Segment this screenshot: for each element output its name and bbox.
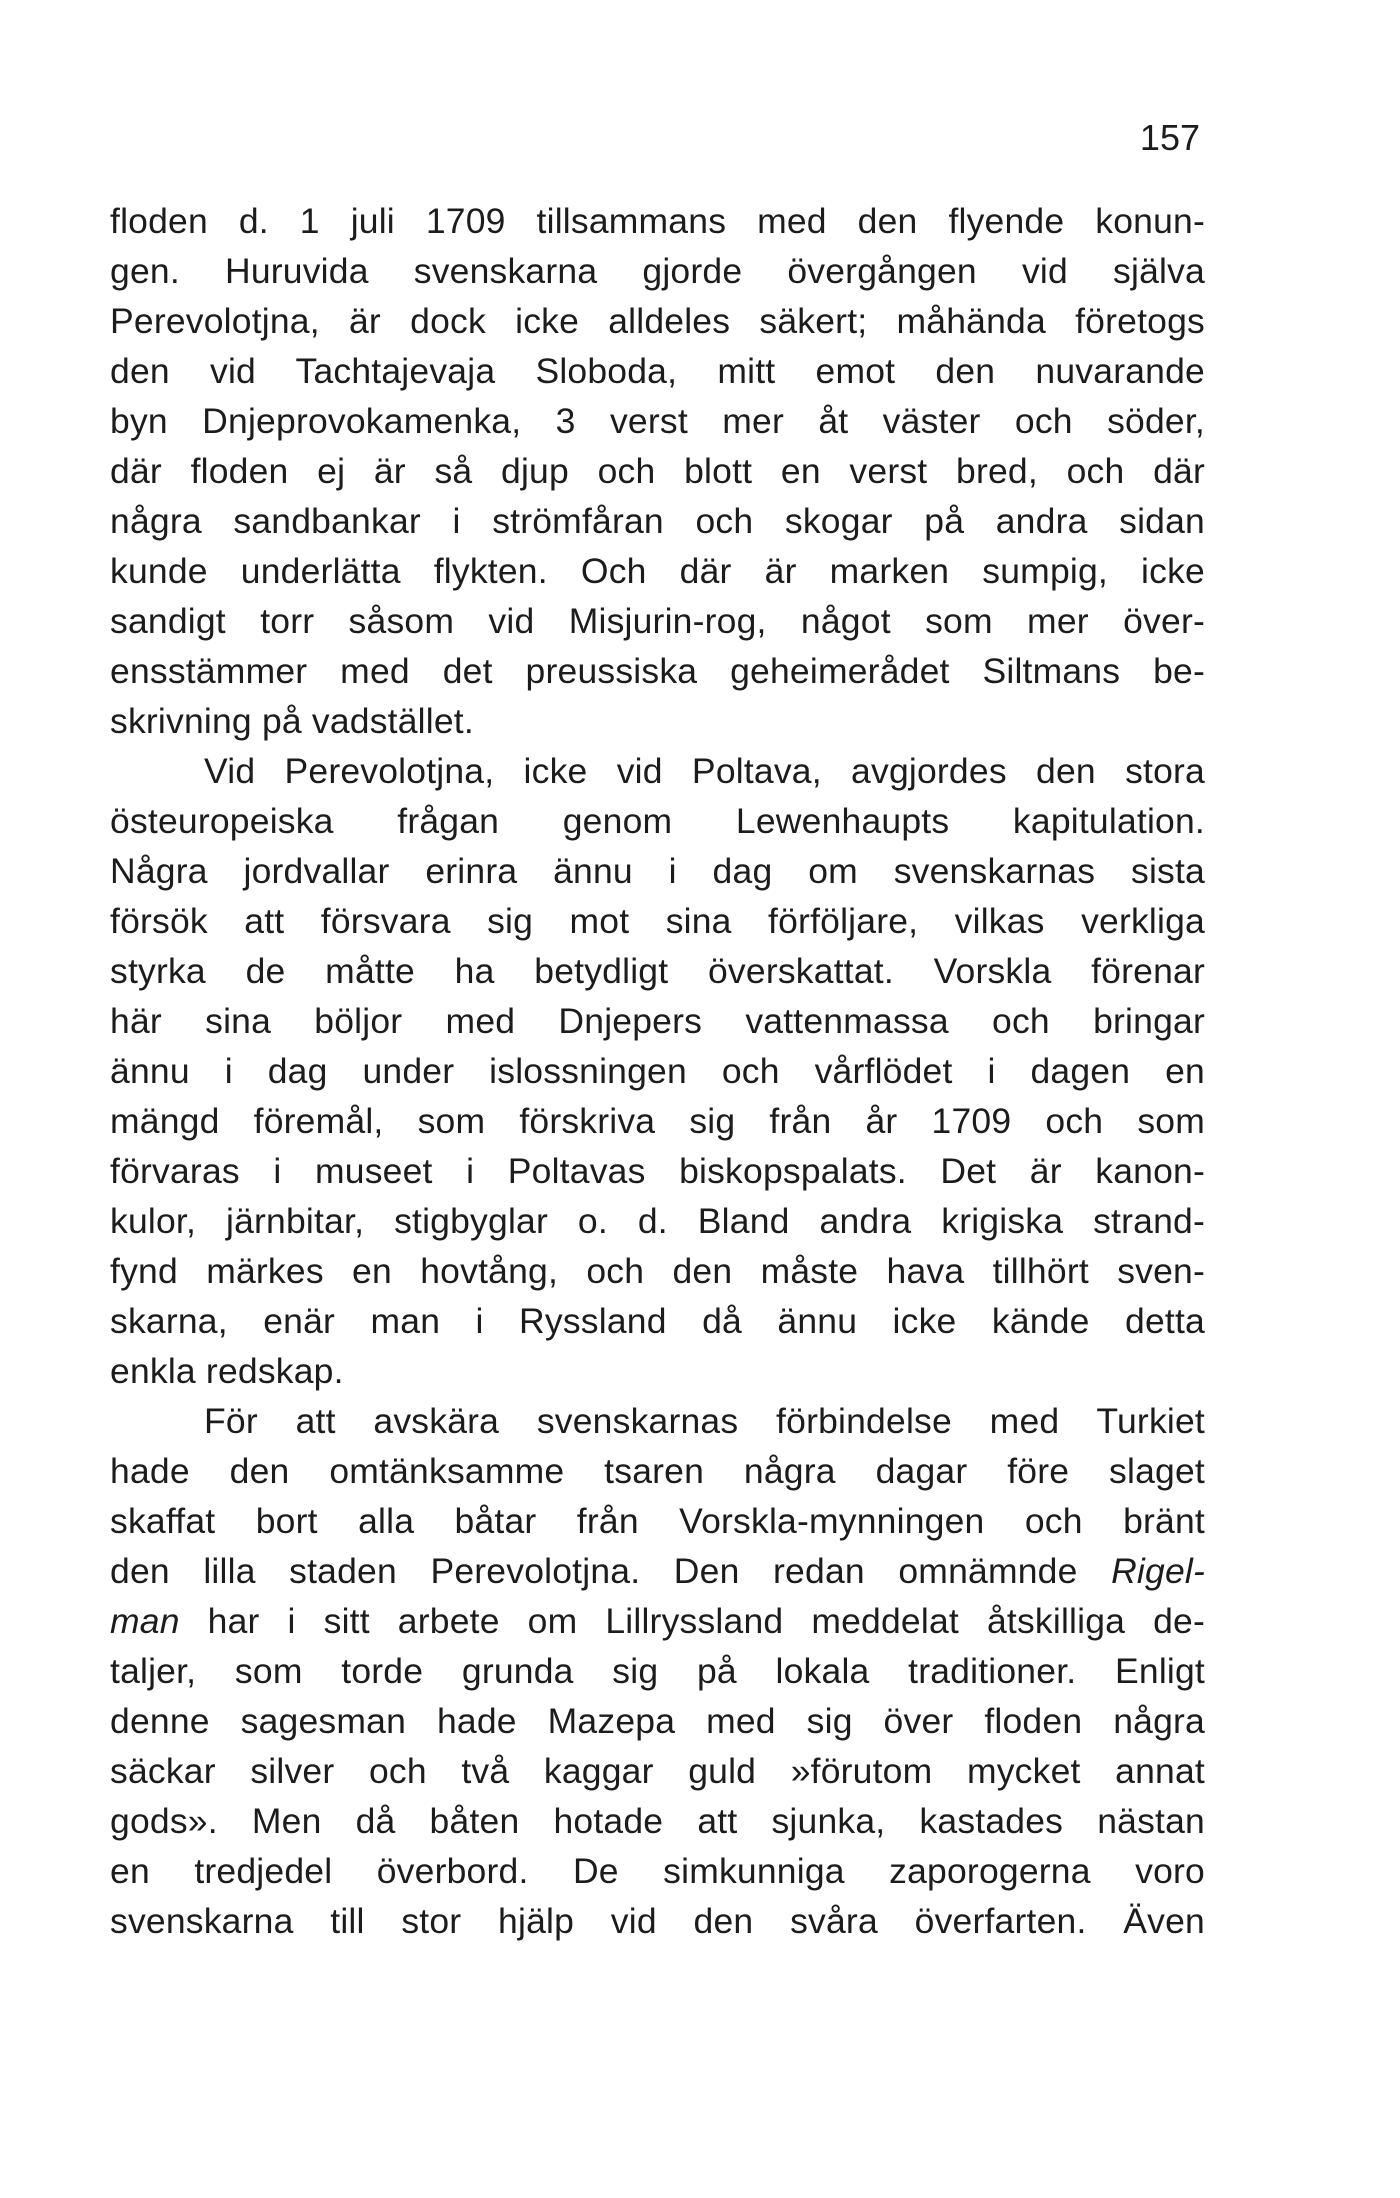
text-line: förvaras i museet i Poltavas biskopspalats. Det är kanon-	[110, 1151, 1205, 1191]
text-line: skaffat bort alla båtar från Vorskla-mynningen och bränt	[110, 1501, 1205, 1541]
text-line: sandigt torr såsom vid Misjurin-rog, något som mer över-	[110, 601, 1205, 641]
text-line: hade den omtänksamme tsaren några dagar före slaget	[110, 1451, 1205, 1491]
text-line: enkla redskap.	[110, 1351, 344, 1391]
text-line: östeuropeiska frågan genom Lewenhaupts kapitulation.	[110, 801, 1205, 841]
text-line: försök att försvara sig mot sina förföljare, vilkas verkliga	[110, 901, 1205, 941]
text-line: skarna, enär man i Ryssland då ännu icke kände detta	[110, 1301, 1205, 1341]
text-line: den vid Tachtajevaja Sloboda, mitt emot den nuvarande	[110, 351, 1205, 391]
text-line: Vid Perevolotjna, icke vid Poltava, avgjordes den stora	[204, 751, 1205, 791]
text-line	[110, 1596, 1205, 1646]
text-line: Några jordvallar erinra ännu i dag om svenskarnas sista	[110, 851, 1205, 891]
text-line: en tredjedel överbord. De simkunniga zaporogerna voro	[110, 1851, 1205, 1891]
text-line: säckar silver och två kaggar guld »förutom mycket annat	[110, 1751, 1205, 1791]
text-line: denne sagesman hade Mazepa med sig över floden några	[110, 1701, 1205, 1741]
text-line: mängd föremål, som förskriva sig från år 1709 och som	[110, 1101, 1205, 1141]
text-line: floden d. 1 juli 1709 tillsammans med den flyende konun-	[110, 201, 1205, 241]
text-line: här sina böljor med Dnjepers vattenmassa och bringar	[110, 1001, 1205, 1041]
text-line: ensstämmer med det preussiska geheimerådet Siltmans be-	[110, 651, 1205, 691]
text-line: svenskarna till stor hjälp vid den svåra överfarten. Även	[110, 1901, 1205, 1941]
text-line: där floden ej är så djup och blott en verst bred, och där	[110, 451, 1205, 491]
text-line: gen. Huruvida svenskarna gjorde övergången vid själva	[110, 251, 1205, 291]
text-line: Perevolotjna, är dock icke alldeles säkert; måhända företogs	[110, 301, 1205, 341]
text-line: kunde underlätta flykten. Och där är marken sumpig, icke	[110, 551, 1205, 591]
text-line: några sandbankar i strömfåran och skogar på andra sidan	[110, 501, 1205, 541]
text-line: skrivning på vadstället.	[110, 701, 474, 741]
text-line	[110, 1546, 1205, 1596]
text-line: kulor, järnbitar, stigbyglar o. d. Bland andra krigiska strand-	[110, 1201, 1205, 1241]
text-line: taljer, som torde grunda sig på lokala traditioner. Enligt	[110, 1651, 1205, 1691]
italic-name: man	[110, 1601, 180, 1641]
text-line: fynd märkes en hovtång, och den måste hava tillhört sven-	[110, 1251, 1205, 1291]
text-run: har i sitt arbete om Lillryssland meddelat åtskilliga de-	[179, 1601, 1205, 1641]
page-number: 157	[1139, 117, 1200, 158]
text-line: gods». Men då båten hotade att sjunka, kastades nästan	[110, 1801, 1205, 1841]
body-text	[110, 196, 1205, 1946]
text-run: den lilla staden Perevolotjna. Den redan omnämnde	[110, 1551, 1112, 1591]
text-line: För att avskära svenskarnas förbindelse med Turkiet	[204, 1401, 1205, 1441]
text-line: byn Dnjeprovokamenka, 3 verst mer åt väster och söder,	[110, 401, 1205, 441]
text-line: ännu i dag under islossningen och vårflödet i dagen en	[110, 1051, 1205, 1091]
text-line: styrka de måtte ha betydligt överskattat. Vorskla förenar	[110, 951, 1205, 991]
italic-name: Rigel-	[1111, 1551, 1205, 1591]
